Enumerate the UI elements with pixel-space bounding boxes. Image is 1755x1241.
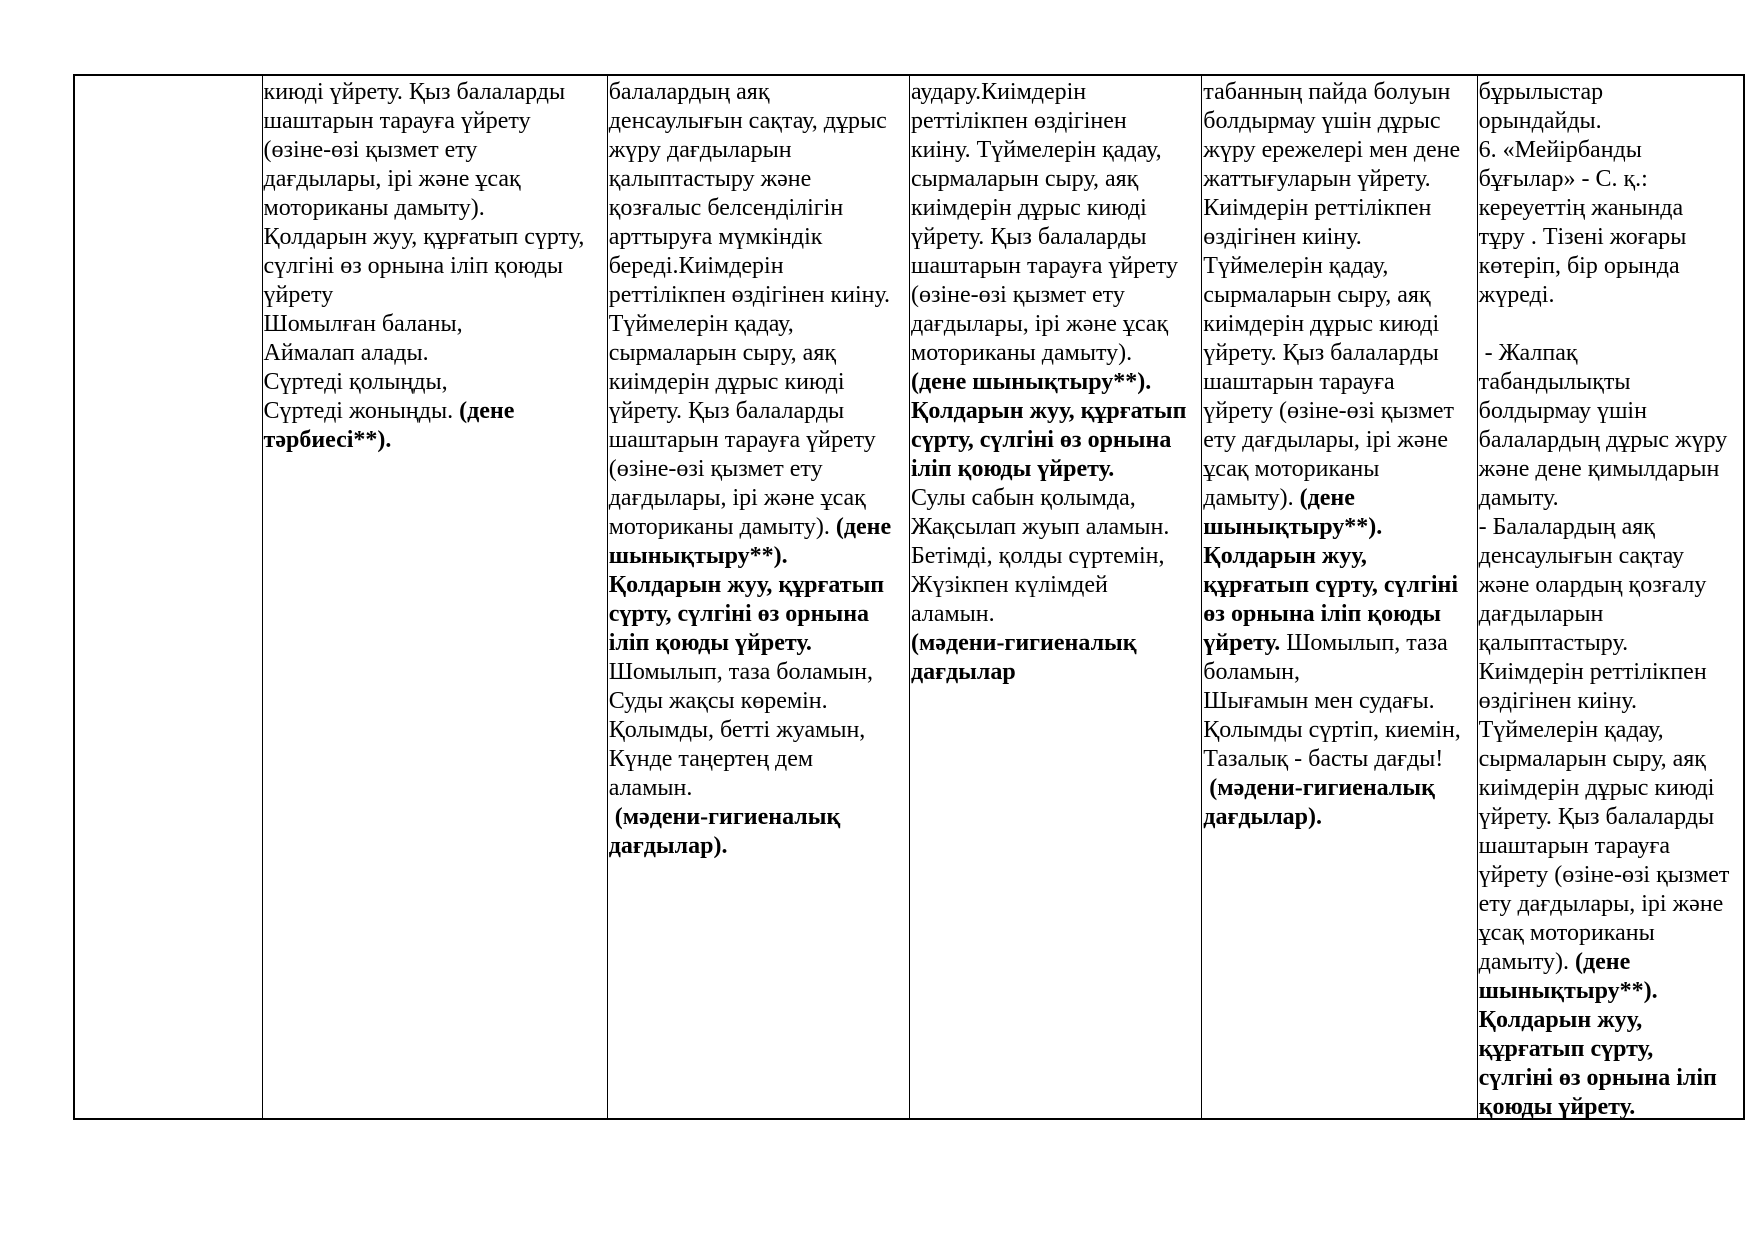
bold-text: дағдылар). — [1203, 804, 1323, 830]
text-line — [911, 339, 1200, 368]
text-line — [911, 600, 1200, 629]
plain-text: реттілікпен өздігінен — [911, 108, 1127, 134]
plain-text: қалыптастыру. — [1478, 630, 1629, 656]
text-line — [1203, 484, 1475, 513]
text-line — [911, 658, 1200, 687]
text-line — [609, 223, 908, 252]
text-line — [264, 252, 606, 281]
bold-text: дағдылар). — [608, 833, 728, 859]
plain-text: аудару.Киімдерін — [911, 79, 1087, 105]
text-line — [1479, 1006, 1742, 1035]
text-line — [1479, 861, 1742, 890]
bold-text: іліп қоюды үйрету. — [608, 630, 812, 656]
text-line — [1203, 194, 1475, 223]
plain-text: реттілікпен өздігінен киіну. — [608, 282, 891, 308]
bold-text: қоюды үйрету. — [1478, 1094, 1636, 1118]
plain-text — [1479, 311, 1485, 337]
text-line — [264, 165, 606, 194]
text-line — [1203, 629, 1475, 658]
text-line — [1479, 1064, 1742, 1093]
plain-text: қозғалыс белсенділігін — [608, 195, 844, 221]
text-line — [1203, 252, 1475, 281]
text-line — [609, 600, 908, 629]
text-line — [609, 687, 908, 716]
text-line — [1479, 281, 1742, 310]
plain-text: шаштарын тарауға — [1203, 369, 1395, 395]
text-line — [1479, 948, 1742, 977]
plain-text: арттыруға мүмкіндік — [608, 224, 823, 250]
text-line — [1479, 165, 1742, 194]
text-line — [1203, 281, 1475, 310]
plain-text: Шығамын мен судағы. — [1203, 688, 1435, 714]
plain-text: Жүзікпен күлімдей — [911, 572, 1108, 598]
plain-text: үйрету (өзіне-өзі қызмет — [1478, 862, 1730, 888]
plain-text: Киімдерін реттілікпен — [1203, 195, 1432, 221]
text-line — [264, 78, 606, 107]
text-line — [1479, 339, 1742, 368]
text-line — [1203, 397, 1475, 426]
plain-text: ету дағдылары, ірі және — [1478, 891, 1724, 917]
plain-text: киімдерін дұрыс киюді — [1203, 311, 1440, 337]
text-line — [264, 281, 606, 310]
plain-text: аламын. — [911, 601, 995, 627]
text-line — [1479, 658, 1742, 687]
plain-text: сырмаларын сыру, аяқ — [1203, 282, 1431, 308]
text-line — [1479, 513, 1742, 542]
plain-text: шаштарын тарауға — [1478, 833, 1671, 859]
plain-text: моториканы дамыту). — [911, 340, 1133, 366]
plain-text: сырмаларын сыру, аяқ — [608, 340, 837, 366]
text-line — [1479, 716, 1742, 745]
bold-text: шынықтыру**). — [608, 543, 788, 569]
bold-text: (дене — [1299, 485, 1355, 511]
text-line — [911, 629, 1200, 658]
text-line — [1479, 542, 1742, 571]
plain-text: дамыту). — [1478, 949, 1575, 975]
text-line — [911, 194, 1200, 223]
plain-text: ұсақ моториканы — [1203, 456, 1380, 482]
plain-text: Түймелерін қадау, — [1203, 253, 1389, 279]
plain-text: Сулы сабын қолымда, — [911, 485, 1136, 511]
bold-text: тәрбиесі**). — [263, 427, 392, 453]
plain-text: бұғылар» - С. қ.: — [1478, 166, 1648, 192]
text-line — [1203, 165, 1475, 194]
plain-text: Қолдарын жуу, құрғатып сүрту, — [263, 224, 585, 250]
plain-text: балалардың дұрыс жүру — [1478, 427, 1728, 453]
plain-text: ету дағдылары, ірі және — [1203, 427, 1448, 453]
table-cell — [607, 76, 909, 1118]
text-line — [264, 107, 606, 136]
text-line — [1203, 716, 1475, 745]
text-line — [1479, 223, 1742, 252]
text-line — [1479, 107, 1742, 136]
bold-text: үйрету. — [1203, 630, 1281, 656]
plain-text: жаттығуларын үйрету. — [1203, 166, 1431, 192]
plain-text: қалыптастыру және — [608, 166, 812, 192]
text-line — [1479, 368, 1742, 397]
text-line — [264, 339, 606, 368]
text-line — [1479, 1093, 1742, 1118]
text-line — [1203, 78, 1475, 107]
plain-text: дағдылары, ірі және ұсақ — [911, 311, 1169, 337]
text-line — [1479, 455, 1742, 484]
text-line — [264, 136, 606, 165]
plain-text: Киімдерін реттілікпен — [1478, 659, 1707, 685]
text-line — [609, 658, 908, 687]
text-line — [1203, 571, 1475, 600]
text-line — [1479, 629, 1742, 658]
plain-text: киімдерін дұрыс киюді — [911, 195, 1147, 221]
text-line — [609, 629, 908, 658]
bold-text: дағдылар — [911, 659, 1016, 685]
text-line — [609, 368, 908, 397]
plain-text: болдырмау үшін дұрыс — [1203, 108, 1441, 134]
text-line — [1203, 310, 1475, 339]
text-line — [911, 136, 1200, 165]
text-line — [264, 397, 606, 426]
text-line — [609, 745, 908, 774]
plain-text: ұсақ моториканы — [1478, 920, 1655, 946]
text-line — [1203, 658, 1475, 687]
plain-text: болдырмау үшін — [1478, 398, 1647, 424]
text-line — [1203, 223, 1475, 252]
text-line — [609, 136, 908, 165]
plain-text: киімдерін дұрыс киюді — [608, 369, 845, 395]
text-line — [609, 803, 908, 832]
bold-text: өз орнына іліп қоюды — [1203, 601, 1441, 627]
text-line — [264, 310, 606, 339]
text-line — [911, 252, 1200, 281]
table-cell — [75, 76, 262, 1118]
text-line — [1203, 455, 1475, 484]
text-line — [1479, 890, 1742, 919]
text-line — [1479, 571, 1742, 600]
plain-text: шаштарын тарауға үйрету — [911, 253, 1179, 279]
plain-text: тұру . Тізені жоғары — [1478, 224, 1687, 250]
text-line — [1479, 977, 1742, 1006]
plain-text: дамыту). — [1203, 485, 1300, 511]
table-cell — [1201, 76, 1476, 1118]
text-line — [609, 310, 908, 339]
plain-text: Аймалап алады. — [263, 340, 429, 366]
plain-text: Түймелерін қадау, — [1478, 717, 1664, 743]
plain-text: Қолымды сүртіп, киемін, — [1203, 717, 1461, 743]
bold-text: шынықтыру**). — [1478, 978, 1658, 1004]
plain-text: денсаулығын сақтау — [1478, 543, 1685, 569]
plain-text: сүлгіні өз орнына іліп қоюды — [263, 253, 564, 279]
plain-text: 6. «Мейірбанды — [1478, 137, 1642, 163]
text-line — [609, 107, 908, 136]
table-cell — [1477, 76, 1743, 1118]
text-line — [1479, 832, 1742, 861]
bold-text: сүрту, сүлгіні өз орнына — [608, 601, 870, 627]
text-line — [1479, 919, 1742, 948]
plain-text: Жақсылап жуып аламын. — [911, 514, 1170, 540]
text-line — [609, 165, 908, 194]
plain-text: Бетімді, қолды сүртемін, — [911, 543, 1165, 569]
bold-text: Қолдарын жуу, — [1478, 1007, 1643, 1033]
text-line — [1203, 339, 1475, 368]
plain-text: моториканы дамыту). — [608, 514, 836, 540]
plain-text: Сүртеді қолыңды, — [263, 369, 448, 395]
text-line — [911, 310, 1200, 339]
text-line — [609, 78, 908, 107]
text-line — [609, 542, 908, 571]
text-line — [1479, 803, 1742, 832]
plain-text: шаштарын тарауға үйрету — [608, 427, 876, 453]
text-line — [1479, 426, 1742, 455]
plain-text: киюді үйрету. Қыз балаларды — [263, 79, 566, 105]
plain-text: аламын. — [608, 775, 693, 801]
plain-text: үйрету. Қыз балаларды — [608, 398, 845, 424]
plain-text: үйрету. Қыз балаларды — [1203, 340, 1439, 366]
text-line — [264, 194, 606, 223]
bold-text: (мәдени-гигиеналық — [911, 630, 1137, 656]
text-line — [1203, 687, 1475, 716]
plain-text: дағдылары, ірі және ұсақ — [263, 166, 521, 192]
bold-text: Қолдарын жуу, — [1203, 543, 1367, 569]
table-cell — [909, 76, 1201, 1118]
text-line — [264, 426, 606, 455]
text-line — [1203, 745, 1475, 774]
plain-text: моториканы дамыту). — [263, 195, 485, 221]
bold-text: (дене — [1574, 949, 1631, 975]
plain-text: Сүртеді жоныңды. — [263, 398, 460, 424]
text-line — [1479, 397, 1742, 426]
plain-text: жүру дағдыларын — [608, 137, 792, 163]
text-line — [1479, 600, 1742, 629]
text-line — [911, 542, 1200, 571]
plain-text: денсаулығын сақтау, дұрыс — [608, 108, 887, 134]
plain-text: үйрету — [263, 282, 334, 308]
text-line — [1479, 1035, 1742, 1064]
text-line — [1479, 774, 1742, 803]
plain-text: көтеріп, бір орында — [1478, 253, 1680, 279]
plain-text: табандылықты — [1478, 369, 1631, 395]
bold-text: Қолдарын жуу, құрғатып — [911, 398, 1187, 424]
text-line — [911, 455, 1200, 484]
plain-text: (өзіне-өзі қызмет ету — [608, 456, 823, 482]
plan-table — [73, 74, 1745, 1120]
plain-text: киіну. Түймелерін қадау, — [911, 137, 1162, 163]
text-line — [609, 832, 908, 861]
text-line — [1479, 310, 1742, 339]
bold-text: (дене шынықтыру**). — [911, 369, 1152, 395]
plain-text: табанның пайда болуын — [1203, 79, 1451, 105]
text-line — [911, 78, 1200, 107]
text-line — [609, 194, 908, 223]
text-line — [911, 165, 1200, 194]
text-line — [1479, 687, 1742, 716]
plain-text: және олардың қозғалу — [1478, 572, 1707, 598]
text-line — [911, 223, 1200, 252]
bold-text: (мәдени-гигиеналық — [1203, 775, 1435, 801]
plain-text: жүру ережелері мен дене — [1203, 137, 1461, 163]
plain-text: - Балалардың аяқ — [1478, 514, 1655, 540]
text-line — [609, 281, 908, 310]
bold-text: құрғатып сүрту, — [1478, 1036, 1654, 1062]
text-line — [911, 426, 1200, 455]
text-line — [609, 571, 908, 600]
plain-text: Күнде таңертең дем — [608, 746, 814, 772]
text-line — [1479, 78, 1742, 107]
plain-text: Шомылып, таза — [1280, 630, 1448, 656]
table-cell — [262, 76, 607, 1118]
bold-text: Қолдарын жуу, құрғатып — [608, 572, 885, 598]
text-line — [609, 716, 908, 745]
plain-text: өздігінен киіну. — [1203, 224, 1362, 250]
plain-text: үйрету. Қыз балаларды — [911, 224, 1147, 250]
bold-text: (дене — [835, 514, 892, 540]
bold-text: (дене — [459, 398, 515, 424]
text-line — [911, 397, 1200, 426]
text-line — [1203, 107, 1475, 136]
text-line — [1203, 542, 1475, 571]
text-line — [1203, 513, 1475, 542]
text-line — [911, 484, 1200, 513]
text-line — [1479, 484, 1742, 513]
text-line — [1203, 600, 1475, 629]
text-line — [1479, 194, 1742, 223]
text-line — [1203, 774, 1475, 803]
plain-text: киімдерін дұрыс киюді — [1478, 775, 1715, 801]
text-line — [911, 281, 1200, 310]
plain-text: Түймелерін қадау, — [608, 311, 794, 337]
text-line — [609, 774, 908, 803]
plain-text: боламын, — [1203, 659, 1300, 685]
plain-text: дағдылары, ірі және ұсақ — [608, 485, 866, 511]
bold-text: сүрту, сүлгіні өз орнына — [911, 427, 1172, 453]
plain-text: сырмаларын сыру, аяқ — [911, 166, 1139, 192]
text-line — [609, 339, 908, 368]
text-line — [1479, 136, 1742, 165]
plain-text: дамыту. — [1478, 485, 1559, 511]
text-line — [1203, 368, 1475, 397]
plain-text: дағдыларын — [1478, 601, 1604, 627]
text-line — [264, 368, 606, 397]
plain-text: береді.Киімдерін — [608, 253, 784, 279]
text-line — [911, 513, 1200, 542]
plain-text: және дене қимылдарын — [1478, 456, 1720, 482]
bold-text: іліп қоюды үйрету. — [911, 456, 1115, 482]
text-line — [911, 107, 1200, 136]
plain-text: шаштарын тарауға үйрету — [263, 108, 531, 134]
plain-text: өздігінен киіну. — [1478, 688, 1638, 714]
bold-text: шынықтыру**). — [1203, 514, 1383, 540]
plain-text: Тазалық - басты дағды! — [1203, 746, 1444, 772]
text-line — [609, 397, 908, 426]
bold-text: құрғатып сүрту, сүлгіні — [1203, 572, 1459, 598]
plain-text: (өзіне-өзі қызмет ету — [263, 137, 478, 163]
plain-text: сырмаларын сыру, аяқ — [1478, 746, 1706, 772]
text-line — [609, 513, 908, 542]
plain-text: Шомылып, таза боламын, — [608, 659, 873, 685]
text-line — [1203, 426, 1475, 455]
plain-text: орындайды. — [1478, 108, 1602, 134]
plain-text: - Жалпақ — [1478, 340, 1578, 366]
plain-text: үйрету (өзіне-өзі қызмет — [1203, 398, 1454, 424]
text-line — [911, 368, 1200, 397]
plain-text: Шомылған баланы, — [263, 311, 463, 337]
text-line — [1203, 136, 1475, 165]
bold-text: сүлгіні өз орнына іліп — [1478, 1065, 1717, 1091]
text-line — [609, 484, 908, 513]
text-line — [264, 223, 606, 252]
text-line — [609, 426, 908, 455]
text-line — [1479, 252, 1742, 281]
plain-text: кереуеттің жанында — [1478, 195, 1684, 221]
plain-text: балалардың аяқ — [608, 79, 770, 105]
plain-text: жүреді. — [1478, 282, 1555, 308]
text-line — [911, 571, 1200, 600]
text-line — [609, 252, 908, 281]
plain-text: үйрету. Қыз балаларды — [1478, 804, 1715, 830]
text-line — [1203, 803, 1475, 832]
text-line — [1479, 745, 1742, 774]
plain-text: (өзіне-өзі қызмет ету — [911, 282, 1125, 308]
plain-text: Суды жақсы көремін. — [608, 688, 828, 714]
plain-text: Қолымды, бетті жуамын, — [608, 717, 866, 743]
bold-text: (мәдени-гигиеналық — [608, 804, 841, 830]
text-line — [609, 455, 908, 484]
plain-text: бұрылыстар — [1478, 79, 1604, 105]
